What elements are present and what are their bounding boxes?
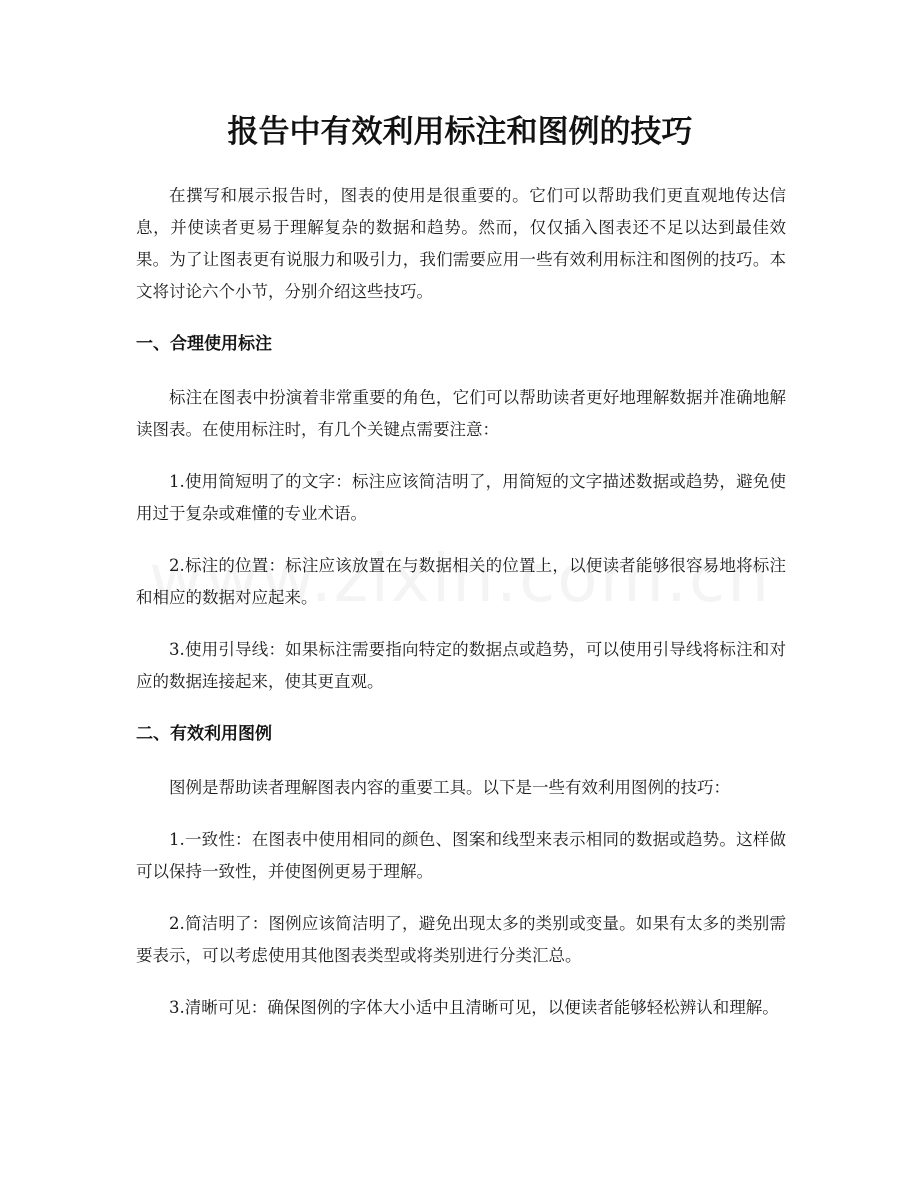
document-body	[136, 180, 786, 1044]
list-item: 1.使用简短明了的文字：标注应该简洁明了，用简短的文字描述数据或趋势，避免使用过于复杂或难懂的专业术语。	[136, 472, 786, 523]
section-heading-legends: 二、有效利用图例	[136, 724, 272, 744]
section-heading-annotations: 一、合理使用标注	[136, 334, 272, 354]
list-item: 2.简洁明了：图例应该简洁明了，避免出现太多的类别或变量。如果有太多的类别需要表示，可以考虑使用其他图表类型或将类别进行分类汇总。	[136, 914, 786, 965]
list-item: 2.标注的位置：标注应该放置在与数据相关的位置上，以便读者能够很容易地将标注和相应的数据对应起来。	[136, 556, 786, 607]
list-item: 1.一致性：在图表中使用相同的颜色、图案和线型来表示相同的数据或趋势。这样做可以保持一致性，并使图例更易于理解。	[136, 830, 786, 881]
intro-paragraph: 在撰写和展示报告时，图表的使用是很重要的。它们可以帮助我们更直观地传达信息，并使读者更易于理解复杂的数据和趋势。然而，仅仅插入图表还不足以达到最佳效果。为了让图表更有说服力和吸引力，我们需要应用一些有效利用标注和图例的技巧。本文将讨论六个小节，分别介绍这些技巧。	[136, 186, 786, 301]
list-item: 3.清晰可见：确保图例的字体大小适中且清晰可见，以便读者能够轻松辨认和理解。	[169, 998, 779, 1017]
list-item: 3.使用引导线：如果标注需要指向特定的数据点或趋势，可以使用引导线将标注和对应的数据连接起来，使其更直观。	[136, 640, 786, 691]
document-title: 报告中有效利用标注和图例的技巧	[227, 114, 693, 150]
section-intro-annotations: 标注在图表中扮演着非常重要的角色，它们可以帮助读者更好地理解数据并准确地解读图表。在使用标注时，有几个关键点需要注意：	[136, 388, 786, 439]
section-intro-legends: 图例是帮助读者理解图表内容的重要工具。以下是一些有效利用图例的技巧：	[169, 778, 730, 797]
